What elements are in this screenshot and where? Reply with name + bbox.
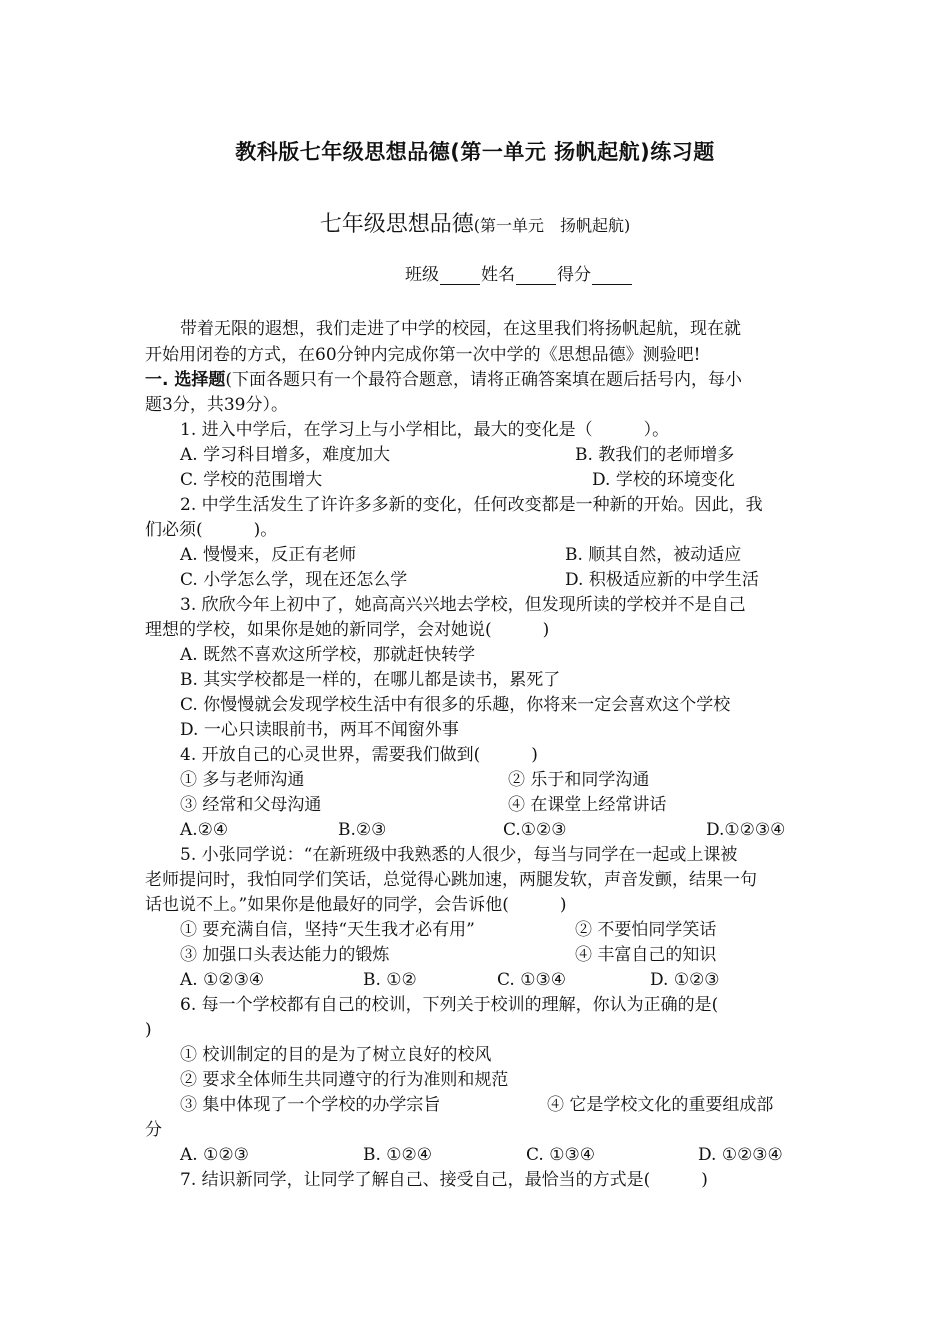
- q4-stem: 4. 开放自己的心灵世界，需要我们做到( ): [180, 745, 538, 765]
- q5-item-3: ③ 加强口头表达能力的锻炼: [180, 945, 390, 965]
- q5-stem-1: 5. 小张同学说：“在新班级中我熟悉的人很少，每当与同学在一起或上课被: [180, 845, 738, 865]
- q5-stem-2: 老师提问时，我怕同学们笑话，总觉得心跳加速，两腿发软，声音发颤，结果一句: [145, 870, 757, 890]
- class-blank[interactable]: [440, 267, 480, 285]
- q6-stem-2: ): [145, 1020, 152, 1040]
- q1-option-d: D. 学校的环境变化: [592, 470, 735, 490]
- subtitle-unit: (第一单元 扬帆起航): [473, 216, 631, 235]
- q6-option-a: A. ①②③: [180, 1145, 249, 1165]
- q6-option-c: C. ①③④: [526, 1145, 595, 1165]
- q4-item-3: ③ 经常和父母沟通: [180, 795, 322, 815]
- q4-item-1: ① 多与老师沟通: [180, 770, 305, 790]
- q2-option-a: A. 慢慢来，反正有老师: [180, 545, 357, 565]
- q5-option-a: A. ①②③④: [180, 970, 265, 990]
- q3-option-c: C. 你慢慢就会发现学校生活中有很多的乐趣，你将来一定会喜欢这个学校: [180, 695, 731, 715]
- q5-item-1: ① 要充满自信，坚持“天生我才必有用”: [180, 920, 475, 940]
- q2-option-c: C. 小学怎么学，现在还怎么学: [180, 570, 408, 590]
- q5-stem-3: 话也说不上。”如果你是他最好的同学，会告诉他( ): [145, 895, 567, 915]
- section-instructions: (下面各题只有一个最符合题意，请将正确答案填在题后括号内，每小: [225, 370, 743, 390]
- q2-option-d: D. 积极适应新的中学生活: [565, 570, 759, 590]
- class-label: 班级: [405, 265, 439, 285]
- intro-line-1: 带着无限的遐想，我们走进了中学的校园，在这里我们将扬帆起航，现在就: [180, 319, 741, 339]
- section-heading: 一. 选择题: [145, 370, 226, 390]
- q5-option-b: B. ①②: [363, 970, 417, 990]
- q1-option-a: A. 学习科目增多，难度加大: [180, 445, 391, 465]
- intro-line-2: 开始用闭卷的方式，在60分钟内完成你第一次中学的《思想品德》测验吧!: [145, 345, 701, 365]
- q6-item-4: ④ 它是学校文化的重要组成部: [547, 1095, 774, 1115]
- exam-subtitle: [0, 207, 950, 238]
- q3-option-d: D. 一心只读眼前书，两耳不闻窗外事: [180, 720, 459, 740]
- q6-item-2: ② 要求全体师生共同遵守的行为准则和规范: [180, 1070, 509, 1090]
- name-blank[interactable]: [516, 267, 556, 285]
- q4-item-4: ④ 在课堂上经常讲话: [508, 795, 667, 815]
- score-label: 得分: [557, 265, 591, 285]
- q1-option-c: C. 学校的范围增大: [180, 470, 323, 490]
- subtitle-main: 七年级思想品德: [319, 212, 474, 237]
- q1-stem: 1. 进入中学后，在学习上与小学相比，最大的变化是（ ）。: [180, 420, 670, 440]
- document-title: 教科版七年级思想品德(第一单元 扬帆起航)练习题: [235, 140, 715, 164]
- q6-option-d: D. ①②③④: [698, 1145, 783, 1165]
- name-label: 姓名: [481, 265, 515, 285]
- q5-option-c: C. ①③④: [497, 970, 566, 990]
- q4-item-2: ② 乐于和同学沟通: [508, 770, 650, 790]
- q3-stem-1: 3. 欣欣今年上初中了，她高高兴兴地去学校，但发现所读的学校并不是自己: [180, 595, 746, 615]
- q6-option-b: B. ①②④: [363, 1145, 433, 1165]
- q4-option-a: A.②④: [180, 820, 229, 840]
- q5-item-4: ④ 丰富自己的知识: [575, 945, 717, 965]
- q4-option-b: B.②③: [338, 820, 387, 840]
- q2-stem-2: 们必须( )。: [145, 520, 278, 540]
- q3-option-a: A. 既然不喜欢这所学校，那就赶快转学: [180, 645, 476, 665]
- q7-stem: 7. 结识新同学，让同学了解自己、接受自己，最恰当的方式是( ): [180, 1170, 708, 1190]
- q1-option-b: B. 教我们的老师增多: [575, 445, 735, 465]
- q3-option-b: B. 其实学校都是一样的，在哪儿都是读书，累死了: [180, 670, 561, 690]
- student-info-line: [405, 260, 633, 285]
- q6-item-4-cont: 分: [145, 1120, 162, 1140]
- q2-stem-1: 2. 中学生活发生了许许多多新的变化，任何改变都是一种新的开始。因此，我: [180, 495, 763, 515]
- q6-item-3: ③ 集中体现了一个学校的办学宗旨: [180, 1095, 441, 1115]
- section-instructions-2: 题3分，共39分）。: [145, 395, 288, 415]
- q6-stem-1: 6. 每一个学校都有自己的校训，下列关于校训的理解，你认为正确的是(: [180, 995, 719, 1015]
- q4-option-d: D.①②③④: [706, 820, 786, 840]
- q3-stem-2: 理想的学校，如果你是她的新同学，会对她说( ): [145, 620, 550, 640]
- q4-option-c: C.①②③: [503, 820, 567, 840]
- q6-item-1: ① 校训制定的目的是为了树立良好的校风: [180, 1045, 492, 1065]
- section-heading-line: [145, 369, 742, 391]
- score-blank[interactable]: [592, 267, 632, 285]
- q2-option-b: B. 顺其自然，被动适应: [565, 545, 742, 565]
- q5-option-d: D. ①②③: [650, 970, 720, 990]
- q5-item-2: ② 不要怕同学笑话: [575, 920, 717, 940]
